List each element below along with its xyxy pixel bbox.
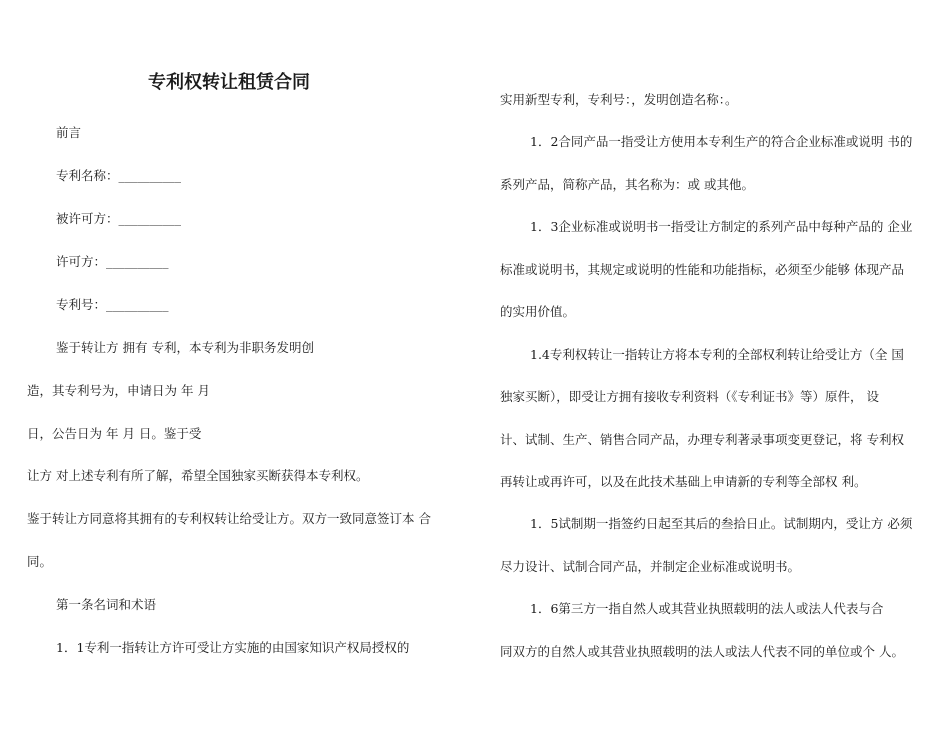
licensor-field: 许可方：__________ [56, 254, 169, 269]
paragraph-line: 标准或说明书，其规定或说明的性能和功能指标，必须至少能够 体现产品 [500, 262, 904, 277]
paragraph-line: 的实用价值。 [500, 304, 576, 319]
paragraph-line: 计、试制、生产、销售合同产品，办理专利著录事项变更登记，将 专利权 [500, 432, 904, 447]
patent-number-field: 专利号：__________ [56, 297, 169, 312]
paragraph-line: 1．3企业标准或说明书一指受让方制定的系列产品中每种产品的 企业 [530, 219, 913, 234]
paragraph-line: 让方 对上述专利有所了解，希望全国独家买断获得本专利权。 [27, 468, 369, 483]
paragraph-line: 日，公告日为 年 月 日。鉴于受 [27, 426, 202, 441]
licensee-field: 被许可方：__________ [56, 211, 182, 226]
paragraph-line: 1．6第三方一指自然人或其营业执照载明的法人或法人代表与合 [530, 601, 884, 616]
article-heading: 第一条名词和术语 [56, 597, 157, 612]
paragraph-line: 再转让或再许可，以及在此技术基础上申请新的专利等全部权 利。 [500, 474, 867, 489]
paragraph-line: 1．1专利一指转让方许可受让方实施的由国家知识产权局授权的 [56, 640, 410, 655]
paragraph-line: 系列产品，简称产品，其名称为：或 或其他。 [500, 177, 754, 192]
paragraph-line: 独家买断），即受让方拥有接收专利资料（《专利证书》等）原件， 设 [500, 389, 879, 404]
paragraph-line: 同。 [27, 554, 53, 569]
preface-heading: 前言 [56, 125, 82, 140]
paragraph-line: 1．2合同产品一指受让方使用本专利生产的符合企业标准或说明 书的 [530, 134, 913, 149]
paragraph-line: 同双方的自然人或其营业执照载明的法人或法人代表不同的单位或个 人。 [500, 644, 904, 659]
paragraph-line: 尽力设计、试制合同产品，并制定企业标准或说明书。 [500, 559, 801, 574]
paragraph-line: 实用新型专利，专利号：，发明创造名称：。 [500, 92, 738, 107]
paragraph-line: 1.4专利权转让一指转让方将本专利的全部权利转让给受让方（全 国 [530, 347, 904, 362]
paragraph-line: 造，其专利号为，申请日为 年 月 [27, 383, 210, 398]
patent-name-field: 专利名称：__________ [56, 168, 182, 183]
document-title: 专利权转让租赁合同 [148, 72, 310, 93]
paragraph-line: 1．5试制期一指签约日起至其后的叁拾日止。试制期内，受让方 必须 [530, 516, 913, 531]
paragraph-line: 鉴于转让方 拥有 专利，本专利为非职务发明创 [56, 340, 314, 355]
paragraph-line: 鉴于转让方同意将其拥有的专利权转让给受让方。双方一致同意签订本 合 [27, 511, 431, 526]
